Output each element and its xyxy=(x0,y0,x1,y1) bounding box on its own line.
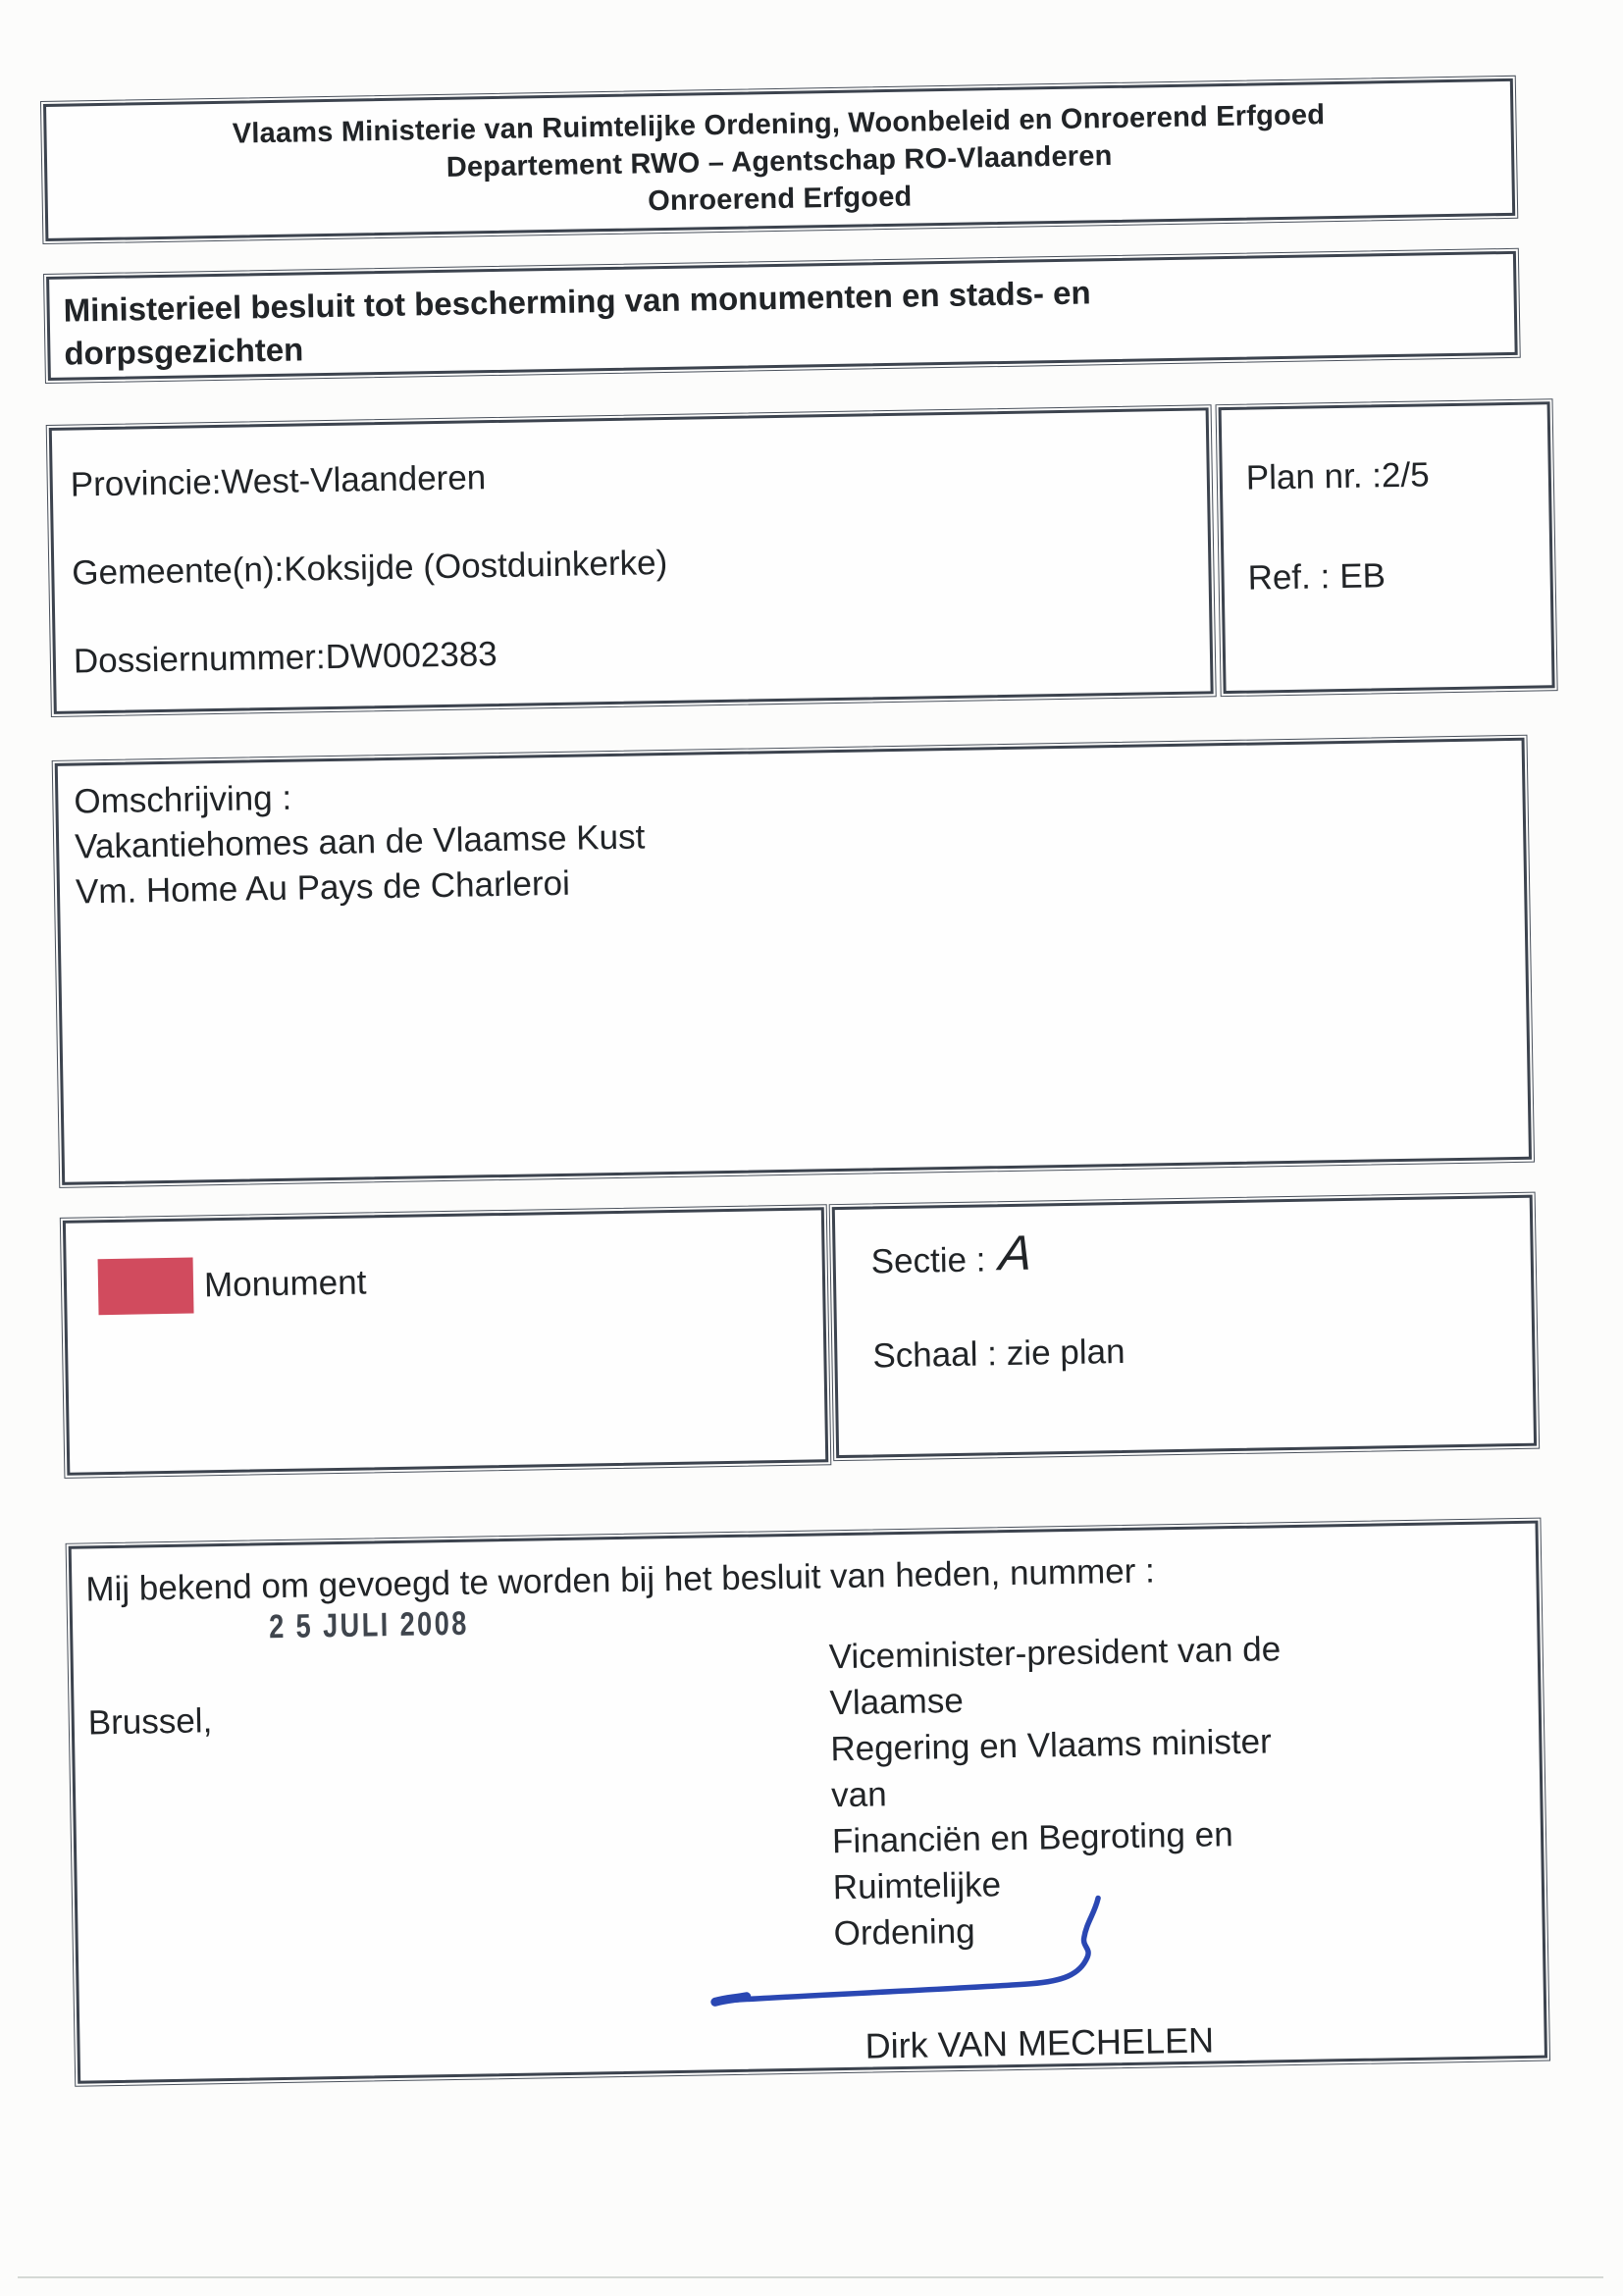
minister-title-line: Regering en Vlaams minister van xyxy=(830,1722,1273,1815)
decree-title-line: Ministerieel besluit tot bescherming van monumenten en stads- en xyxy=(63,274,1091,329)
field-gemeente xyxy=(72,534,1209,593)
field-ref-label: Ref. : xyxy=(1247,557,1331,598)
omschrijving-line: Vm. Home Au Pays de Charleroi xyxy=(75,863,571,912)
omschrijving-label: Omschrijving : xyxy=(74,778,292,821)
field-ref-value: EB xyxy=(1338,556,1387,597)
ministry-name: Vlaams Ministerie van Ruimtelijke Ordening, Woonbeleid en Onroerend Erfgoed xyxy=(232,99,1326,150)
field-gemeente-label: Gemeente(n): xyxy=(72,549,285,593)
omschrijving-box xyxy=(55,738,1532,1185)
plan-ref-box xyxy=(1219,401,1555,694)
minister-title-line: Ordening xyxy=(833,1911,975,1954)
field-dossiernummer-value: DW002383 xyxy=(325,635,498,677)
place-label: Brussel, xyxy=(87,1701,213,1743)
field-provincie-value: West-Vlaanderen xyxy=(221,458,487,501)
field-dossiernummer xyxy=(74,622,1211,681)
signature-path xyxy=(717,1899,1100,2002)
minister-title-line: Viceminister-president van de Vlaamse xyxy=(828,1630,1282,1723)
monument-legend-swatch xyxy=(98,1258,194,1316)
decree-title-line: dorpsgezichten xyxy=(64,331,304,372)
field-gemeente-value: Koksijde (Oostduinkerke) xyxy=(283,543,668,589)
monument-legend-box xyxy=(63,1207,828,1476)
sectie-schaal-box xyxy=(832,1195,1537,1458)
attachment-statement: Mij bekend om gevoegd te worden bij het besluit van heden, nummer : xyxy=(85,1551,1156,1609)
dossier-info-box xyxy=(49,407,1214,714)
scan-edge-line xyxy=(18,2276,1603,2278)
signature-stroke xyxy=(706,1892,1139,2009)
agency-name: Onroerend Erfgoed xyxy=(647,181,913,218)
omschrijving-line: Vakantiehomes aan de Vlaamse Kust xyxy=(74,817,646,866)
signatory-name: Dirk VAN MECHELEN xyxy=(864,2019,1215,2066)
department-name: Departement RWO – Agentschap RO-Vlaanderen xyxy=(445,139,1113,183)
field-plan-nr-label: Plan nr. : xyxy=(1245,456,1383,497)
field-dossiernummer-label: Dossiernummer: xyxy=(73,638,326,681)
date-stamp: 2 5 JULI 2008 xyxy=(268,1604,470,1646)
signature-ink-blob xyxy=(715,1997,747,2003)
field-provincie xyxy=(70,445,1207,504)
field-schaal xyxy=(872,1326,1533,1377)
field-provincie-label: Provincie: xyxy=(70,462,222,504)
field-schaal-label: Schaal : xyxy=(872,1334,998,1376)
field-ref xyxy=(1247,553,1550,598)
field-schaal-value: zie plan xyxy=(1006,1331,1126,1374)
field-plan-nr xyxy=(1245,453,1548,497)
signature-box xyxy=(69,1521,1547,2084)
field-sectie-label: Sectie : xyxy=(870,1240,986,1281)
field-sectie-value: A xyxy=(996,1225,1035,1281)
decree-title-box xyxy=(46,251,1518,381)
monument-legend-label: Monument xyxy=(203,1263,367,1305)
ministry-header-box xyxy=(43,78,1515,241)
scan-tilt-wrapper xyxy=(43,78,1581,2105)
field-sectie xyxy=(870,1225,1531,1282)
minister-title-line: Financiën en Begroting en Ruimtelijke xyxy=(831,1815,1233,1907)
field-plan-nr-value: 2/5 xyxy=(1381,455,1430,496)
